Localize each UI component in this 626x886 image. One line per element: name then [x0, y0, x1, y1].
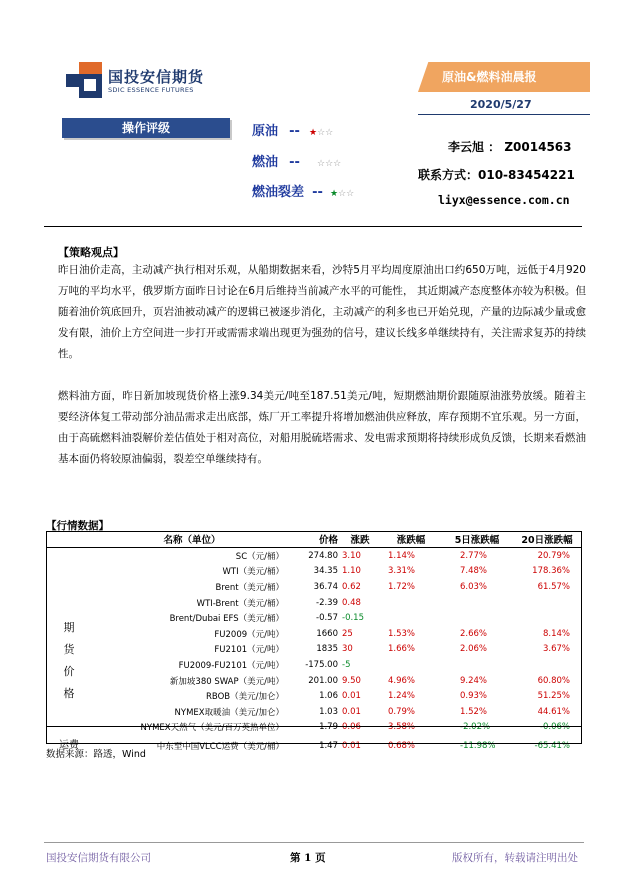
cell-price: -0.57	[316, 613, 338, 624]
table-row	[46, 548, 582, 564]
cell-20d-pct: 60.80%	[537, 675, 570, 686]
cell-name: RBOB（美元/加仑）	[206, 692, 284, 703]
cell-price: 1.47	[319, 741, 338, 752]
header-divider	[44, 226, 582, 227]
cell-5d-pct: 2.66%	[460, 628, 488, 639]
cell-change-pct: 3.58%	[388, 722, 416, 733]
cell-name: WTI（美元/桶）	[222, 567, 284, 578]
table-row	[46, 688, 582, 704]
cell-change-pct: 1.72%	[388, 581, 416, 592]
cell-change: 0.06	[342, 722, 361, 733]
cell-5d-pct	[442, 595, 512, 611]
cell-name: FU2101（元/吨）	[214, 645, 284, 656]
strategy-paragraph-fuel: 燃料油方面，昨日新加坡现货价格上涨9.34美元/吨至187.51美元/吨，短期燃油期价跟随原油涨势放缓。随着主要经济体复工带动部分油品需求走出底部，炼厂开工率提升将增加燃油供应释放，库存预期不宜乐观。另一方面，由于高硫燃料油裂解价差估值处于相对高位，对船用脱硫塔需求、发电需求预期将持续形成负反馈，长期来看燃油基本面仍将较原油偏弱，裂差空单继续持有。	[58, 390, 586, 465]
cell-price: 36.74	[313, 581, 338, 592]
cell-20d-pct: 3.67%	[542, 644, 570, 655]
cell-20d-pct: 8.14%	[542, 628, 570, 639]
cell-name: SC（元/桶）	[235, 551, 284, 562]
cell-price: 1660	[316, 628, 338, 639]
market-table	[46, 531, 582, 757]
cell-change-pct: 4.96%	[388, 675, 416, 686]
cell-price: 1835	[316, 644, 338, 655]
cell-price: -175.00	[305, 659, 338, 670]
cell-change: 0.62	[342, 581, 361, 592]
rating-fuel	[252, 151, 341, 170]
cell-name: NYMEX天然气（美元/百万英热单位）	[140, 723, 284, 734]
footer-divider	[44, 842, 584, 843]
rating-fuel-label: 燃油	[252, 155, 279, 170]
table-row	[46, 657, 582, 673]
cell-name: WTI-Brent（美元/桶）	[196, 598, 284, 609]
cell-change-pct	[380, 595, 442, 611]
rating-crude-stars: ★☆☆	[309, 128, 334, 138]
market-title: 【行情数据】	[46, 520, 109, 532]
cell-5d-pct	[442, 610, 512, 626]
cell-20d-pct: 61.57%	[537, 581, 570, 592]
date-divider	[418, 114, 590, 115]
company-name-en: SDIC ESSENCE FUTURES	[108, 86, 194, 94]
cell-change: 0.01	[342, 741, 361, 752]
cell-20d-pct	[512, 595, 582, 611]
company-name-cn: 国投安信期货	[108, 68, 205, 86]
cell-name: 新加坡380 SWAP（美元/吨）	[169, 676, 284, 687]
cell-change: 0.48	[342, 597, 361, 608]
cell-name: FU2009-FU2101（元/吨）	[178, 660, 284, 671]
rating-crude	[252, 120, 333, 139]
company-logo-icon	[66, 62, 102, 98]
freight-divider	[46, 726, 582, 727]
cell-5d-pct: 6.03%	[460, 581, 488, 592]
cell-change-pct: 1.14%	[388, 550, 416, 561]
col-name: 名称（单位）	[92, 531, 292, 548]
cell-20d-pct: -65.41%	[534, 741, 570, 752]
cell-name: 中东至中国VLCC运费（美元/桶）	[156, 742, 284, 753]
cell-5d-pct: 7.48%	[460, 566, 488, 577]
data-source: 数据来源：路透，Wind	[46, 749, 146, 760]
strategy-title: 【策略观点】	[58, 246, 124, 259]
col-price: 价格	[292, 531, 340, 548]
cell-change: 9.50	[342, 675, 361, 686]
cell-20d-pct: -0.06%	[539, 722, 570, 733]
cell-5d-pct: 9.24%	[460, 675, 488, 686]
cell-price: -2.39	[316, 597, 338, 608]
cell-change-pct: 0.68%	[388, 741, 416, 752]
cell-change-pct: 1.66%	[388, 644, 416, 655]
table-row	[46, 564, 582, 580]
report-date: 2020/5/27	[470, 98, 532, 111]
cell-5d-pct: 0.93%	[460, 691, 488, 702]
table-row	[46, 720, 582, 736]
footer-copyright: 版权所有，转载请注明出处	[452, 852, 578, 864]
cell-change-pct: 1.24%	[388, 691, 416, 702]
cell-price: 1.03	[319, 706, 338, 717]
side-label-futures-price: 期 货 价 格	[63, 620, 75, 700]
footer-company: 国投安信期货有限公司	[46, 852, 151, 864]
table-row	[46, 610, 582, 626]
cell-change: -0.15	[342, 613, 364, 624]
cell-5d-pct: -2.02%	[460, 722, 491, 733]
rating-spread	[252, 181, 354, 200]
cell-change: 1.10	[342, 566, 361, 577]
cell-price: 274.80	[308, 550, 338, 561]
cell-price: 1.79	[319, 722, 338, 733]
rating-crude-label: 原油	[252, 124, 279, 139]
cell-change-pct: 1.53%	[388, 628, 416, 639]
cell-5d-pct: 1.52%	[460, 706, 488, 717]
cell-20d-pct	[512, 657, 582, 673]
cell-change: 0.01	[342, 691, 361, 702]
cell-price: 201.00	[308, 675, 338, 686]
rating-spread-dash: --	[312, 185, 323, 200]
cell-20d-pct: 51.25%	[537, 691, 570, 702]
col-5d-pct: 5日涨跌幅	[442, 531, 512, 548]
cell-name: FU2009（元/吨）	[214, 629, 284, 640]
cell-change: 25	[342, 628, 353, 639]
cell-change-pct	[380, 610, 442, 626]
table-row	[46, 595, 582, 611]
rating-spread-label: 燃油裂差	[252, 185, 305, 200]
cell-price: 1.06	[319, 691, 338, 702]
table-row	[46, 642, 582, 658]
side-label-freight: 运费	[59, 740, 79, 752]
rating-crude-dash: --	[289, 124, 300, 139]
cell-name: NYMEX取暖油（美元/加仑）	[174, 707, 284, 718]
rating-box: 操作评级	[62, 118, 230, 138]
table-row	[46, 579, 582, 595]
table-row	[46, 704, 582, 720]
strategy-paragraph-crude: 昨日油价走高，主动减产执行相对乐观，从船期数据来看，沙特5月平均周度原油出口约650万吨，远低于4月920万吨的平均水平，俄罗斯方面昨日讨论在6月后维持当前减产水平的可能性， 其近期减产态度整体亦较为积极。但随着油价筑底回升，页岩油被动减产的逻辑已被逐步消化，主动减产的利多也已开始兑现，产量的边际减少量或愈发有限，油价上方空间进一步打开或需需求端出现更为强劲的信号，建议长线多单继续持有，关注需求复苏的持续性。	[58, 264, 586, 360]
analyst-name: 李云旭 ： Z0014563	[448, 140, 572, 154]
report-title: 原油&燃料油晨报	[442, 70, 537, 84]
table-header-row	[46, 531, 582, 548]
table-row	[46, 673, 582, 689]
cell-change: 3.10	[342, 550, 361, 561]
cell-5d-pct: 2.06%	[460, 644, 488, 655]
cell-name: Brent（美元/桶）	[215, 582, 284, 593]
table-row	[46, 626, 582, 642]
cell-20d-pct: 44.61%	[537, 706, 570, 717]
cell-5d-pct: 2.77%	[460, 550, 488, 561]
rating-fuel-dash: --	[289, 155, 300, 170]
col-20d-pct: 20日涨跌幅	[512, 531, 582, 548]
contact-email[interactable]: liyx@essence.com.cn	[438, 193, 570, 207]
cell-change-pct: 0.79%	[388, 706, 416, 717]
cell-change: 0.01	[342, 706, 361, 717]
col-change-pct: 涨跌幅	[380, 531, 442, 548]
cell-change: 30	[342, 644, 353, 655]
cell-name: Brent/Dubai EFS（美元/桶）	[169, 614, 284, 625]
cell-20d-pct	[512, 610, 582, 626]
cell-5d-pct	[442, 657, 512, 673]
rating-fuel-stars: ☆☆☆	[317, 159, 342, 169]
contact-phone: 联系方式：010-83454221	[418, 168, 575, 182]
cell-change: -5	[342, 659, 351, 670]
cell-change-pct: 3.31%	[388, 566, 416, 577]
cell-20d-pct: 178.36%	[532, 566, 570, 577]
cell-price: 34.35	[313, 566, 338, 577]
rating-spread-stars: ★☆☆	[330, 189, 355, 199]
cell-change-pct	[380, 657, 442, 673]
cell-5d-pct: -11.98%	[460, 741, 496, 752]
col-change: 涨跌	[340, 531, 380, 548]
page-number: 第 1 页	[290, 852, 326, 864]
cell-20d-pct: 20.79%	[537, 550, 570, 561]
